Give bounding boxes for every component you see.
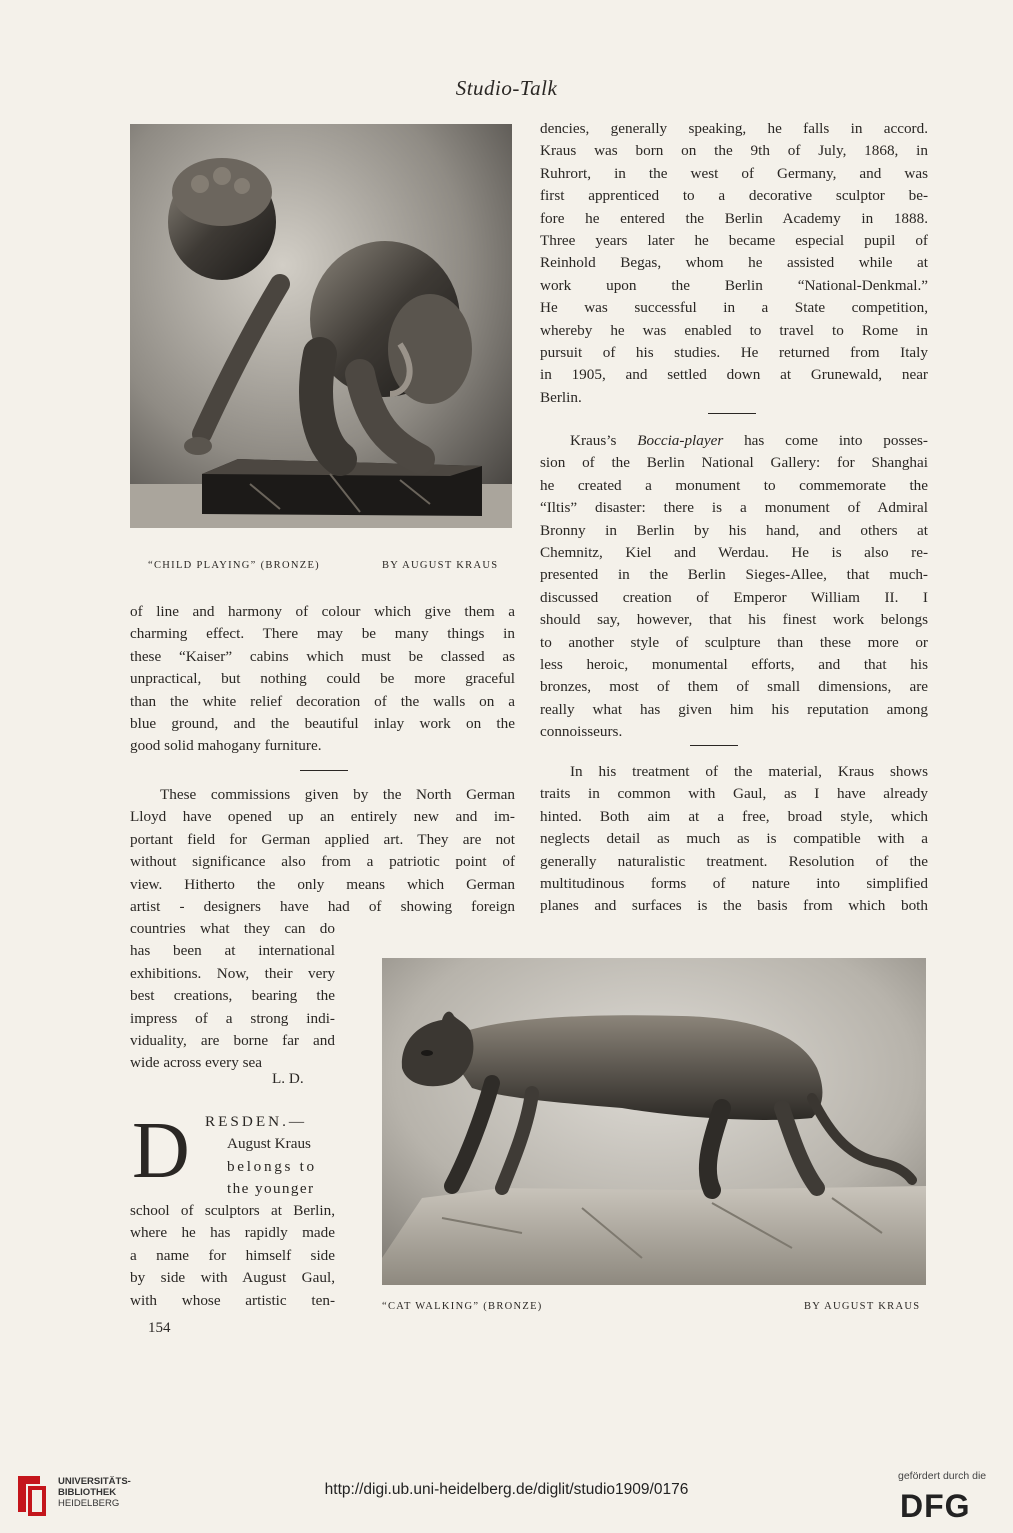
text-line: Reinhold Begas, whom he assisted while at <box>540 254 928 272</box>
section-divider <box>690 745 738 746</box>
figure-caption-child-right: BY AUGUST KRAUS <box>382 560 499 571</box>
funded-by-label: gefördert durch die <box>898 1470 987 1482</box>
text-line: with whose artistic ten- <box>130 1291 335 1309</box>
drop-cap: D <box>132 1107 190 1195</box>
text-line: Chemnitz, Kiel and Werdau. He is also re- <box>540 543 928 561</box>
author-signature: L. D. <box>272 1070 304 1087</box>
text-line: multitudinous forms of nature into simplified <box>540 874 928 892</box>
text-line: artist - designers have had of showing foreign <box>130 897 515 915</box>
text-fragment: Kraus’s <box>570 432 638 449</box>
text-line: belongs to <box>227 1157 317 1175</box>
text-line: pursuit of his studies. He returned from Italy <box>540 343 928 361</box>
left-column-paragraph-2 <box>130 784 515 918</box>
text-line: really what has given him his reputation among <box>540 700 928 718</box>
text-line: these “Kaiser” cabins which must be classed as <box>130 647 515 665</box>
text-line: hinted. Both aim at a free, broad style, which <box>540 807 928 825</box>
text-line: planes and surfaces is the basis from which both <box>540 897 928 915</box>
text-line: he created a monument to commemorate the <box>540 476 928 494</box>
child-playing-sculpture-image <box>130 124 512 528</box>
dresden-heading-lines <box>205 1111 335 1201</box>
text-line: Three years later he became especial pupil of <box>540 231 928 249</box>
figure-caption-cat-left: “CAT WALKING” (BRONZE) <box>382 1301 543 1312</box>
right-column-paragraph-3 <box>540 761 928 918</box>
artwork-title: Boccia-player <box>637 432 724 449</box>
text-line: bronzes, most of them of small dimensions, are <box>540 678 928 696</box>
text-line: the younger <box>227 1180 315 1198</box>
text-line: school of sculptors at Berlin, <box>130 1202 335 1219</box>
text-line: of line and harmony of colour which give them a <box>130 603 515 620</box>
text-line: unpractical, but nothing could be more graceful <box>130 670 515 688</box>
figure-cat-walking <box>382 958 926 1285</box>
text-line: “Iltis” disaster: there is a monument of Admiral <box>540 499 928 517</box>
cat-walking-sculpture-image <box>382 958 926 1285</box>
text-line: connoisseurs. <box>540 723 623 741</box>
page-number: 154 <box>148 1320 171 1336</box>
text-line <box>540 430 928 452</box>
figure-caption-cat-right: BY AUGUST KRAUS <box>804 1301 921 1312</box>
text-line: generally naturalistic treatment. Resolution of the <box>540 852 928 870</box>
text-line: Lloyd have opened up an entirely new and im- <box>130 808 515 826</box>
text-line: by side with August Gaul, <box>130 1269 335 1287</box>
text-line: than the white relief decoration of the walls on a <box>130 692 515 710</box>
text-line: discussed creation of Emperor William II. I <box>540 588 928 606</box>
text-line: exhibitions. Now, their very <box>130 964 335 982</box>
text-line: where he has rapidly made <box>130 1224 335 1242</box>
text-line: has been at international <box>130 942 335 960</box>
text-line: These commissions given by the North German <box>160 786 515 803</box>
text-line: good solid mahogany furniture. <box>130 737 322 755</box>
text-line: whereby he was enabled to travel to Rome in <box>540 321 928 339</box>
text-line: to another style of sculpture than these more or <box>540 633 928 651</box>
section-heading: RESDEN.— <box>205 1113 308 1130</box>
figure-caption-child-left: “CHILD PLAYING” (BRONZE) <box>148 560 320 571</box>
section-divider <box>300 770 348 771</box>
right-column-paragraph-2 <box>540 430 928 743</box>
text-line: a name for himself side <box>130 1246 335 1264</box>
text-fragment: has come into posses- <box>723 432 928 449</box>
section-divider <box>708 413 756 414</box>
text-line: presented in the Berlin Sieges-Allee, that much- <box>540 566 928 584</box>
left-column-paragraph-2-narrow <box>130 918 335 1075</box>
text-line: without significance also from a patriotic point of <box>130 853 515 871</box>
text-line: dencies, generally speaking, he falls in accord. <box>540 120 928 137</box>
text-line: He was successful in a State competition, <box>540 299 928 317</box>
text-line: Kraus was born on the 9th of July, 1868, in <box>540 142 928 160</box>
text-line: best creations, bearing the <box>130 987 335 1005</box>
text-line: blue ground, and the beautiful inlay work on the <box>130 714 515 732</box>
text-line: work upon the Berlin “National-Denkmal.” <box>540 276 928 294</box>
text-line: viduality, are borne far and <box>130 1031 335 1049</box>
text-line: In his treatment of the material, Kraus shows <box>570 763 928 780</box>
left-column-paragraph-1 <box>130 601 515 758</box>
text-line: charming effect. There may be many things in <box>130 625 515 643</box>
text-line: impress of a strong indi- <box>130 1009 335 1027</box>
text-line: August Kraus <box>227 1135 311 1153</box>
text-line: fore he entered the Berlin Academy in 1888. <box>540 209 928 227</box>
text-line: Ruhrort, in the west of Germany, and was <box>540 164 928 182</box>
text-line: less heroic, monumental efforts, and that his <box>540 655 928 673</box>
text-line: wide across every sea <box>130 1054 262 1072</box>
text-line: first apprenticed to a decorative sculptor be- <box>540 187 928 205</box>
text-line: countries what they can do <box>130 920 335 937</box>
text-line: traits in common with Gaul, as I have already <box>540 785 928 803</box>
text-line: should say, however, that his finest work belongs <box>540 611 928 629</box>
text-line: sion of the Berlin National Gallery: for Shanghai <box>540 454 928 472</box>
source-url-link[interactable]: http://digi.ub.uni-heidelberg.de/diglit/studio1909/0176 <box>324 1481 689 1498</box>
text-line: neglects detail as much as is compatible with a <box>540 830 928 848</box>
page-header: Studio-Talk <box>455 76 558 100</box>
library-name-line: UNIVERSITÄTS- <box>58 1476 131 1487</box>
library-name-line: HEIDELBERG <box>58 1498 120 1509</box>
dfg-logo: DFG <box>900 1488 971 1524</box>
text-line: view. Hitherto the only means which German <box>130 875 515 893</box>
text-line: Bronny in Berlin by his hand, and others at <box>540 521 928 539</box>
text-line: in 1905, and settled down at Grunewald, near <box>540 366 928 384</box>
text-line: Berlin. <box>540 388 582 406</box>
right-column-paragraph-1 <box>540 118 928 409</box>
figure-child-playing <box>130 124 512 528</box>
text-line: portant field for German applied art. They are not <box>130 830 515 848</box>
library-name-line: BIBLIOTHEK <box>58 1487 117 1498</box>
dresden-paragraph <box>130 1200 335 1312</box>
